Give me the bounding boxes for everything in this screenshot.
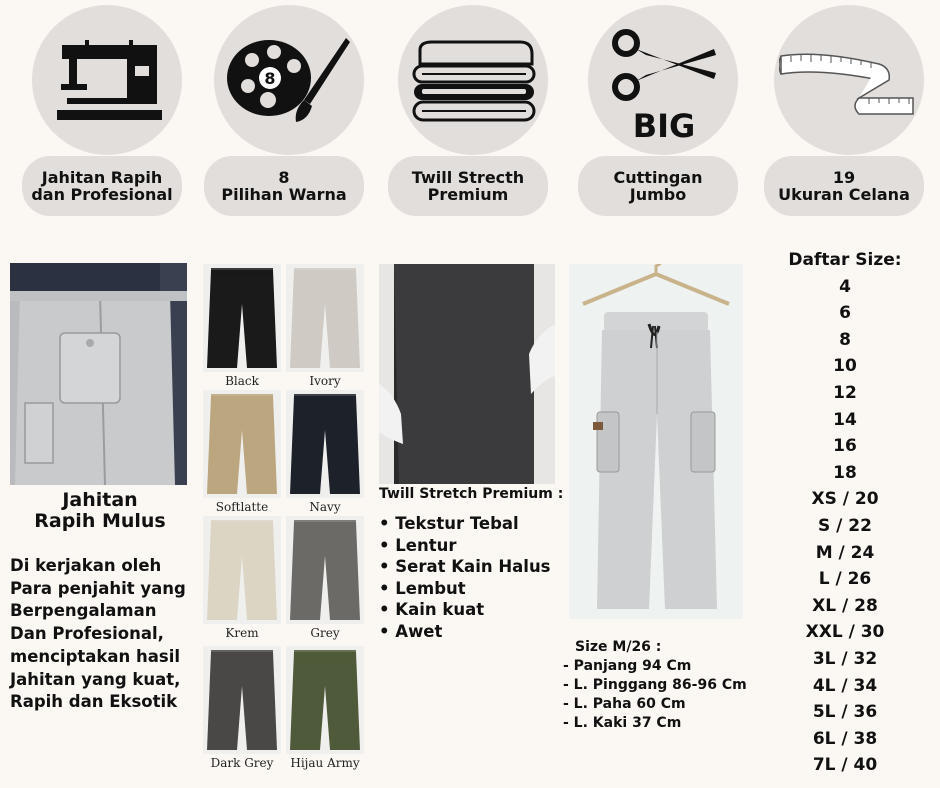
feature-fabric bbox=[388, 0, 548, 220]
size-item: 4 bbox=[839, 276, 851, 297]
color-swatch-photo bbox=[286, 646, 364, 754]
feature-label-line2: Jumbo bbox=[629, 185, 687, 204]
size-item: 8 bbox=[839, 329, 851, 350]
feature-colors bbox=[204, 0, 364, 220]
color-swatch-photo bbox=[286, 264, 364, 372]
size-m-info bbox=[563, 638, 747, 733]
color-swatch-label: Hijau Army bbox=[290, 756, 360, 770]
description-line: menciptakan hasil bbox=[10, 646, 181, 666]
size-item: 18 bbox=[833, 462, 857, 483]
feature-circle bbox=[214, 5, 364, 155]
fabric-bullet: • Tekstur Tebal bbox=[379, 514, 519, 533]
fabric-stack-icon bbox=[412, 40, 537, 125]
stitching-title-line1: Jahitan bbox=[62, 489, 138, 511]
color-swatch-label: Black bbox=[225, 374, 259, 388]
feature-circle bbox=[398, 5, 548, 155]
fabric-bullet: • Lembut bbox=[379, 578, 466, 598]
size-item: XS / 20 bbox=[811, 489, 879, 510]
color-swatch-photo bbox=[203, 390, 281, 498]
feature-label bbox=[22, 156, 182, 216]
size-item: M / 24 bbox=[815, 542, 875, 563]
feature-label-line2: Pilihan Warna bbox=[221, 185, 347, 204]
size-item: 4L / 34 bbox=[812, 675, 878, 696]
feature-circle bbox=[774, 5, 924, 155]
description-line: Di kerjakan oleh bbox=[10, 556, 162, 575]
feature-label bbox=[578, 156, 738, 216]
fabric-photo bbox=[379, 264, 555, 484]
svg-text:8: 8 bbox=[264, 69, 276, 88]
size-item: 10 bbox=[833, 356, 857, 377]
scissors-icon bbox=[606, 27, 721, 142]
stitching-description bbox=[10, 555, 205, 714]
size-item: L / 26 bbox=[818, 569, 872, 590]
measuring-tape-icon bbox=[779, 50, 919, 120]
feature-label bbox=[388, 156, 548, 216]
size-item: 14 bbox=[833, 409, 857, 430]
feature-stitching bbox=[22, 0, 182, 220]
size-item: XXL / 30 bbox=[805, 622, 885, 643]
feature-sizes bbox=[764, 0, 924, 220]
size-item: S / 22 bbox=[818, 515, 872, 536]
feature-label-line2: Premium bbox=[427, 185, 509, 204]
palette-icon bbox=[224, 30, 354, 130]
size-m-line: - L. Paha 60 Cm bbox=[563, 696, 686, 712]
feature-cutting bbox=[578, 0, 738, 220]
feature-label bbox=[764, 156, 924, 216]
feature-label-line2: dan Profesional bbox=[31, 185, 173, 204]
feature-label-line1: Cuttingan bbox=[613, 168, 703, 187]
description-line: Jahitan yang kuat, bbox=[10, 669, 181, 689]
size-item: 6 bbox=[839, 303, 851, 324]
stitching-title-line2: Rapih Mulus bbox=[34, 510, 166, 532]
stitching-title bbox=[10, 490, 190, 532]
svg-text:BIG: BIG bbox=[632, 107, 696, 142]
size-list-title: Daftar Size: bbox=[788, 250, 902, 270]
description-line: Dan Profesional, bbox=[10, 624, 164, 644]
color-swatch-photo bbox=[203, 264, 281, 372]
size-m-line: - L. Pinggang 86-96 Cm bbox=[563, 677, 747, 693]
size-m-title: Size M/26 : bbox=[575, 639, 662, 655]
stitching-detail-photo bbox=[10, 263, 187, 485]
color-swatch-photo bbox=[203, 516, 281, 624]
size-m-line: - L. Kaki 37 Cm bbox=[563, 715, 682, 731]
size-item: 6L / 38 bbox=[812, 728, 878, 749]
size-item: 7L / 40 bbox=[812, 755, 878, 776]
fabric-bullet: • Awet bbox=[379, 621, 443, 641]
description-line: Rapih dan Eksotik bbox=[10, 692, 178, 712]
fabric-bullet: • Lentur bbox=[379, 535, 457, 555]
size-item: XL / 28 bbox=[812, 595, 878, 616]
size-list bbox=[775, 247, 915, 776]
size-m-line: - Panjang 94 Cm bbox=[563, 658, 692, 674]
size-item: 5L / 36 bbox=[812, 702, 878, 723]
product-photo bbox=[569, 264, 743, 619]
feature-label-line2: Ukuran Celana bbox=[778, 185, 910, 204]
color-swatch-label: Dark Grey bbox=[210, 756, 274, 770]
description-line: Berpengalaman bbox=[10, 601, 157, 621]
size-item: 12 bbox=[833, 382, 857, 403]
feature-circle bbox=[588, 5, 738, 155]
color-swatch-label: Ivory bbox=[309, 374, 341, 388]
fabric-bullet: • Kain kuat bbox=[379, 600, 485, 619]
fabric-title: Twill Stretch Premium : bbox=[379, 486, 564, 502]
feature-label-line1: 19 bbox=[832, 168, 856, 187]
color-swatch-label: Krem bbox=[225, 626, 259, 640]
size-item: 16 bbox=[833, 436, 857, 457]
feature-label-line1: Jahitan Rapih bbox=[41, 168, 163, 187]
color-swatch-label: Softlatte bbox=[215, 500, 269, 514]
color-swatch-label: Grey bbox=[310, 626, 340, 640]
color-swatch-label: Navy bbox=[309, 500, 341, 514]
color-swatch-photo bbox=[286, 390, 364, 498]
feature-label-line1: 8 bbox=[278, 168, 290, 187]
sewing-machine-icon bbox=[57, 40, 162, 120]
fabric-bullet: • Serat Kain Halus bbox=[379, 557, 551, 576]
feature-circle bbox=[32, 5, 182, 155]
feature-label-line1: Twill Strecth bbox=[411, 168, 525, 187]
fabric-bullets bbox=[379, 513, 551, 642]
feature-label bbox=[204, 156, 364, 216]
color-swatch-photo bbox=[203, 646, 281, 754]
size-item: 3L / 32 bbox=[812, 648, 878, 669]
description-line: Para penjahit yang bbox=[10, 578, 186, 598]
color-swatch-photo bbox=[286, 516, 364, 624]
